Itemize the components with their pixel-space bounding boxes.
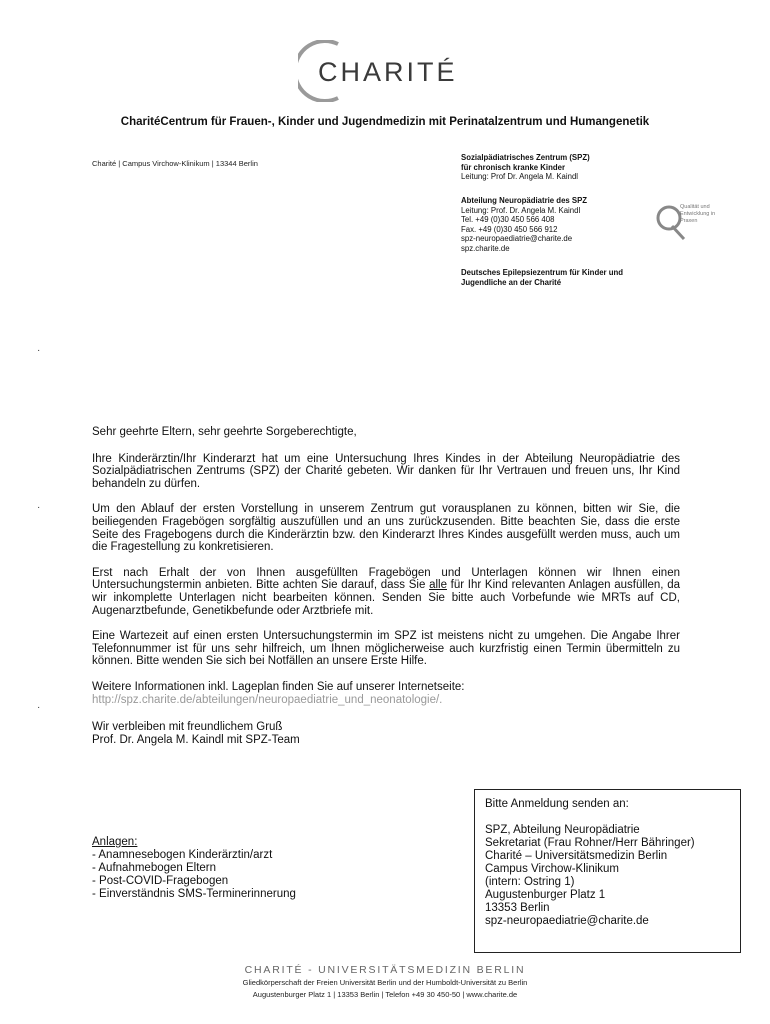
closing-line-1: Wir verbleiben mit freundlichem Gruß: [92, 721, 283, 734]
dept-tel: Tel. +49 (0)30 450 566 408: [461, 215, 555, 225]
attachments-list: [92, 836, 296, 901]
paragraph-3-b: für Ihr Kind relevanten Anlagen ausfüllen, da wir inkomplette Unterlagen nicht bearbeiten können. Senden Sie bitte auch Vorbefunde wie MRTs auf CD, Augenarztbefunde, Genetikbefunde oder Arztbriefe mit.: [92, 579, 680, 617]
return-box-heading: Bitte Anmeldung senden an:: [485, 798, 629, 810]
spz-lead: Leitung: Prof Dr. Angela M. Kaindl: [461, 172, 579, 182]
footer-title: CHARITÉ - UNIVERSITÄTSMEDIZIN BERLIN: [244, 964, 526, 976]
return-line: Sekretariat (Frau Rohner/Herr Bähringer): [485, 837, 695, 849]
paragraph-5: [92, 681, 680, 706]
fold-mark: ·: [37, 502, 41, 513]
closing: [92, 721, 680, 746]
attachments-heading: Anlagen:: [92, 836, 138, 848]
quality-line-1: Qualität und: [680, 204, 710, 210]
quality-line-3: Praxen: [680, 218, 698, 224]
return-email[interactable]: spz-neuropaediatrie@charite.de: [485, 915, 649, 927]
return-line: SPZ, Abteilung Neuropädiatrie: [485, 824, 640, 836]
attachment-item: - Aufnahmebogen Eltern: [92, 862, 217, 874]
return-line: (intern: Ostring 1): [485, 876, 575, 888]
paragraph-5-line: Weitere Informationen inkl. Lageplan finden Sie auf unserer Internetseite:: [92, 680, 465, 693]
epi-line-1: Deutsches Epilepsiezentrum für Kinder und: [461, 268, 624, 277]
paragraph-3: [92, 567, 680, 617]
charite-logo-text: CHARITÉ: [318, 57, 458, 87]
dept-web[interactable]: spz.charite.de: [461, 243, 510, 253]
dept-fax: Fax. +49 (0)30 450 566 912: [461, 224, 558, 234]
sender-address: Charité | Campus Virchow-Klinikum | 13344 Berlin: [92, 159, 258, 168]
paragraph-3-a: Erst nach Erhalt der von Ihnen ausgefüllten Fragebögen und Unterlagen können wir Ihnen einen Untersuchungstermin anbieten. Bitte achten Sie darauf, dass Sie: [92, 566, 680, 592]
closing-line-2: Prof. Dr. Angela M. Kaindl mit SPZ-Team: [92, 733, 300, 746]
dept-title: Abteilung Neuropädiatrie des SPZ: [461, 196, 588, 205]
spz-info: [461, 153, 590, 182]
return-line: Charité – Universitätsmedizin Berlin: [485, 850, 668, 862]
salutation: Sehr geehrte Eltern, sehr geehrte Sorgeberechtigte,: [92, 426, 357, 438]
quality-seal-text: [680, 204, 715, 225]
return-line: Campus Virchow-Klinikum: [485, 863, 619, 875]
letter-body: [92, 426, 680, 759]
epilepsy-center: [461, 268, 623, 287]
spz-subtitle: für chronisch kranke Kinder: [461, 162, 565, 172]
attachment-item: - Einverständnis SMS-Terminerinnerung: [92, 888, 296, 900]
dept-email[interactable]: spz-neuropaediatrie@charite.de: [461, 234, 573, 244]
attachment-item: - Anamnesebogen Kinderärztin/arzt: [92, 849, 273, 861]
center-title: CharitéCentrum für Frauen-, Kinder und Jugendmedizin mit Perinatalzentrum und Humangenetik: [120, 116, 650, 128]
return-line: Augustenburger Platz 1: [485, 889, 606, 901]
dept-info: [461, 196, 587, 254]
footer-line-1: Gliedkörperschaft der Freien Universität Berlin und der Humboldt-Universität zu Berlin: [242, 978, 528, 987]
epi-line-2: Jugendliche an der Charité: [461, 277, 562, 287]
fold-mark: ·: [37, 702, 41, 713]
return-address-box: [474, 789, 741, 953]
attachment-item: - Post-COVID-Fragebogen: [92, 875, 229, 887]
dept-lead: Leitung: Prof. Dr. Angela M. Kaindl: [461, 205, 581, 215]
fold-mark: ·: [37, 345, 41, 356]
footer-line-2: Augustenburger Platz 1 | 13353 Berlin | Telefon +49 30 450-50 | www.charite.de: [252, 990, 518, 999]
paragraph-1: Ihre Kinderärztin/Ihr Kinderarzt hat um eine Untersuchung Ihres Kindes in der Abteilung Neuropädiatrie des Sozialpädiatrischen Zentrums (SPZ) der Charité gebeten. Wir danken für Ihr Vertrauen und freuen uns, Ihr Kind behandeln zu dürfen.: [92, 452, 680, 490]
paragraph-3-underlined: alle: [429, 579, 447, 592]
quality-line-2: Entwicklung in: [680, 211, 716, 217]
website-link[interactable]: http://spz.charite.de/abteilungen/neuropaediatrie_und_neonatologie/.: [92, 693, 443, 706]
spz-title: Sozialpädiatrisches Zentrum (SPZ): [461, 153, 590, 162]
paragraph-2: Um den Ablauf der ersten Vorstellung in unserem Zentrum gut vorausplanen zu können, bitten wir Sie, die beiliegenden Fragebögen sorgfältig auszufüllen und an uns zurückzusenden. Bitte beachten Sie, dass die erste Seite des Fragebogens durch die Kinderärztin bzw. den Kinderarzt Ihres Kindes ausgefüllt werden muss, auch um die Fragestellung zu konkretisieren.: [92, 503, 680, 554]
return-line: 13353 Berlin: [485, 902, 550, 914]
paragraph-4: Eine Wartezeit auf einen ersten Untersuchungstermin im SPZ ist meistens nicht zu umgehen. Die Angabe Ihrer Telefonnummer ist für uns sehr hilfreich, um Ihnen möglicherweise auch kurzfristig einen Termin übermitteln zu können. Bitte wenden Sie sich bei Notfällen an unsere Erste Hilfe.: [92, 630, 680, 668]
